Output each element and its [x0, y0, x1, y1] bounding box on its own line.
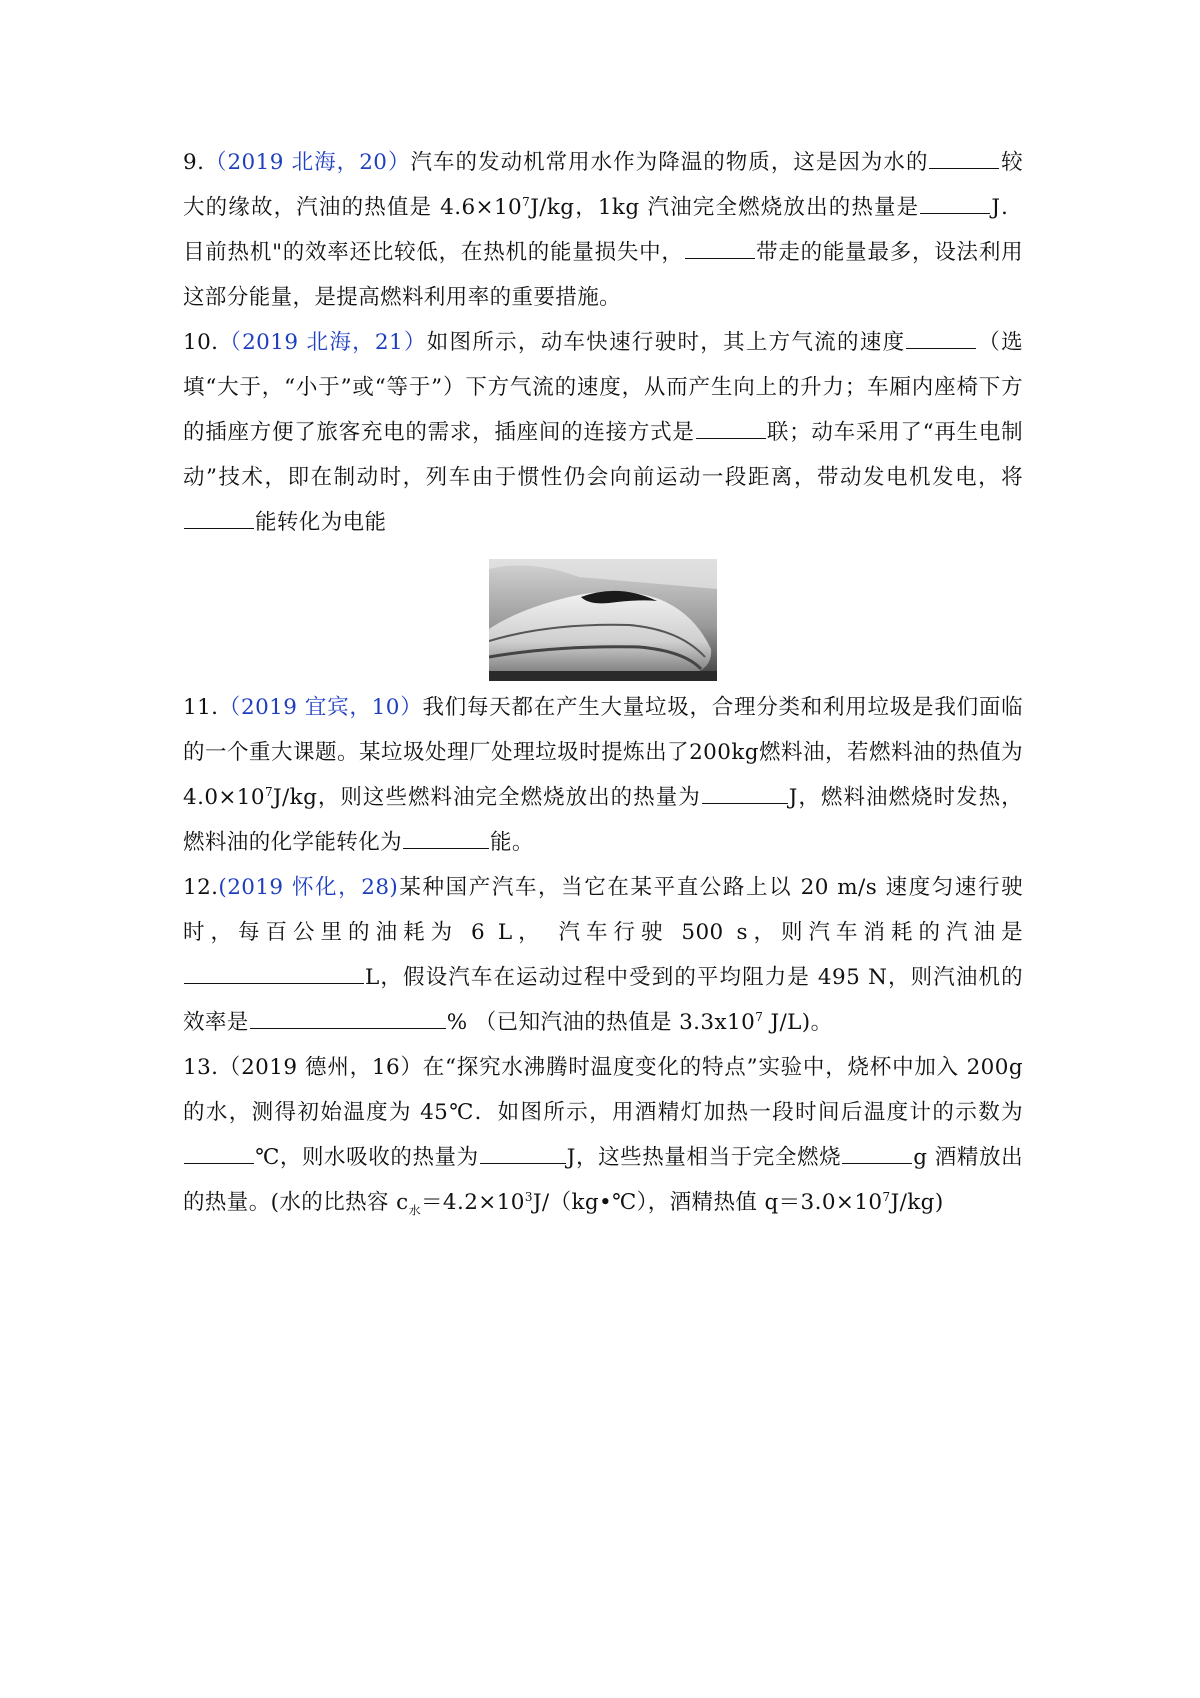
- question-text: （选填“大于，“小于”或“等于”）下方气流的速度，从而产生向上的升力；车厢内座椅下方的插座方便了旅客充电的需求，插座间的连接方式是: [183, 330, 1023, 445]
- exponent: 3: [524, 1189, 533, 1204]
- answer-blank[interactable]: [929, 146, 999, 169]
- subscript: 水: [408, 1203, 421, 1218]
- question-text: 汽车的发动机常用水作为降温的物质，这是因为水的: [410, 150, 929, 175]
- question-source: （2019 宜宾，10）: [218, 695, 423, 720]
- question-12: [183, 865, 1023, 1045]
- question-source: （2019 德州，16）: [218, 1055, 423, 1080]
- question-text: ＝4.2×10: [420, 1190, 525, 1215]
- question-13: [183, 1045, 1023, 1225]
- question-number: 13.: [183, 1055, 219, 1080]
- high-speed-train-image: [489, 559, 717, 681]
- answer-blank[interactable]: [696, 416, 766, 439]
- question-text: 能转化为电能: [255, 510, 387, 535]
- question-text: 在“探究水沸腾时温度变化的特点”实验中，烧杯中加入 200g 的水，测得初始温度为 45℃．如图所示，用酒精灯加热一段时间后温度计的示数为: [183, 1055, 1023, 1125]
- answer-blank[interactable]: [702, 781, 788, 804]
- question-number: 9.: [183, 150, 205, 175]
- question-text: J/kg): [890, 1190, 944, 1215]
- question-text: L，假设汽车在运动过程中受到的平均阻力是 495 N，则汽油机的效率是: [183, 965, 1023, 1035]
- question-9: [183, 140, 1023, 320]
- question-text: J/kg，则这些燃料油完全燃烧放出的热量为: [273, 785, 701, 810]
- question-number: 12.: [183, 875, 219, 900]
- question-text: 能。: [490, 830, 534, 855]
- question-source: （2019 北海，21）: [218, 330, 427, 355]
- question-text: 较大的缘故，汽油的热值是 4.6×10: [183, 150, 1023, 220]
- question-text: 某种国产汽车，当它在某平直公路上以 20 m/s 速度匀速行驶时，每百公里的油耗为 6 L， 汽车行驶 500 s，则汽车消耗的汽油是: [183, 875, 1023, 945]
- question-text: 联；动车采用了“再生电制动”技术，即在制动时，列车由于惯性仍会向前运动一段距离，带动发电机发电，将: [183, 420, 1024, 490]
- answer-blank[interactable]: [842, 1141, 912, 1164]
- answer-blank[interactable]: [184, 1141, 254, 1164]
- question-list: [183, 140, 1023, 1225]
- question-number: 10.: [183, 330, 219, 355]
- question-text: J/kg，1kg 汽油完全燃烧放出的热量是: [530, 195, 920, 220]
- question-text: ℃，则水吸收的热量为: [255, 1145, 479, 1170]
- question-source: (2019 怀化，28): [218, 875, 399, 900]
- question-number: 11.: [183, 695, 219, 720]
- answer-blank[interactable]: [403, 826, 489, 849]
- train-photo-icon: [489, 559, 717, 681]
- question-text: g 酒精放出的热量。(水的比热容 c: [183, 1145, 1024, 1215]
- question-10: [183, 320, 1023, 545]
- answer-blank[interactable]: [480, 1141, 566, 1164]
- question-text: J/（kg•℃），酒精热值 q＝3.0×10: [532, 1190, 883, 1215]
- question-text: 如图所示，动车快速行驶时，其上方气流的速度: [426, 330, 906, 355]
- exponent: 7: [522, 194, 531, 209]
- question-source: （2019 北海，20）: [204, 150, 411, 175]
- question-text: % （已知汽油的热值是 3.3x10: [446, 1010, 756, 1035]
- exponent: 7: [882, 1189, 891, 1204]
- answer-blank[interactable]: [685, 236, 755, 259]
- question-text: 带走的能量最多，设法利用这部分能量，是提高燃料利用率的重要措施。: [183, 240, 1023, 310]
- question-text: J．目前热机"的效率还比较低，在热机的能量损失中，: [183, 195, 1024, 265]
- question-text: J，燃料油燃烧时发热，燃料油的化学能转化为: [183, 785, 1023, 855]
- answer-blank[interactable]: [184, 506, 254, 529]
- question-text: J，这些热量相当于完全燃烧: [566, 1145, 842, 1170]
- answer-blank[interactable]: [184, 961, 364, 984]
- answer-blank[interactable]: [920, 191, 990, 214]
- question-11: [183, 685, 1023, 865]
- answer-blank[interactable]: [906, 326, 976, 349]
- question-text: 我们每天都在产生大量垃圾，合理分类和利用垃圾是我们面临的一个重大课题。某垃圾处理厂处理垃圾时提炼出了200kg燃料油，若燃料油的热值为 4.0×10: [183, 695, 1023, 810]
- answer-blank[interactable]: [250, 1006, 446, 1029]
- question-text: J/L)。: [763, 1010, 833, 1035]
- exponent: 7: [755, 1009, 764, 1024]
- exponent: 7: [264, 784, 274, 799]
